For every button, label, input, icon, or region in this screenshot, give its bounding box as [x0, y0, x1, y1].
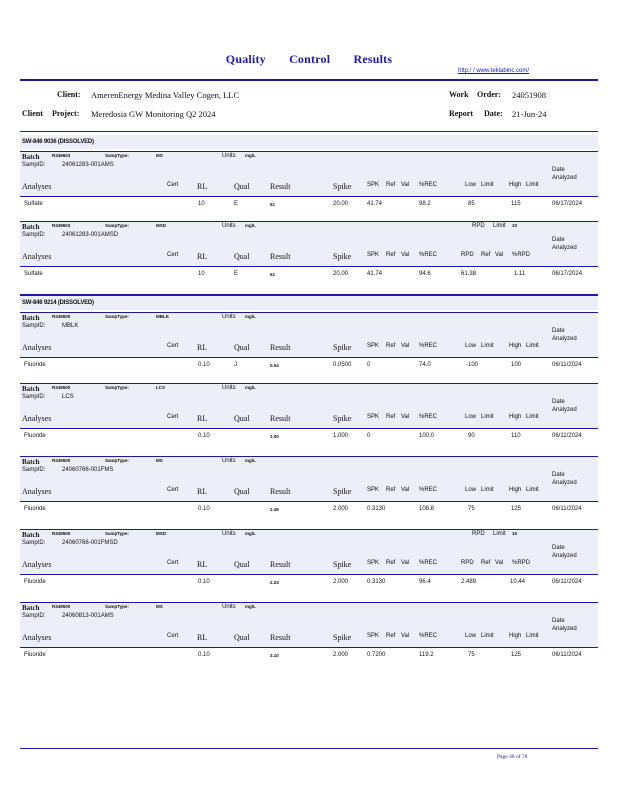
analyses-header: Analyses: [22, 182, 52, 191]
qc-batch-block: [20, 383, 598, 443]
low-limit-header: Limit: [481, 487, 494, 493]
rpd-limit-label: Limit: [493, 223, 506, 229]
analyzed-col-label: Analyzed: [552, 553, 577, 559]
date-analyzed-value: 06/11/2024: [552, 506, 582, 512]
rl-header: RL: [197, 182, 208, 191]
low-header: Low: [465, 487, 477, 493]
rpd-val-label: Val: [495, 560, 504, 566]
lab-website-link[interactable]: http:/ / www.teklabinc.com/: [458, 68, 530, 74]
date-col-label: Date: [552, 237, 565, 243]
result-value: 2.24: [270, 580, 279, 585]
spk-ref-value: 0.7200: [367, 652, 386, 658]
samptype-label: SampType:: [105, 604, 129, 609]
qc-batch-block: [20, 221, 598, 281]
ref-header: Ref: [386, 487, 396, 493]
samptype-label: SampType:: [105, 223, 129, 228]
sampid-value: 24060813-001AMS: [62, 613, 114, 619]
qual-header: Qual: [234, 252, 250, 261]
title-word-quality: Quality: [225, 52, 266, 66]
low-limit-header: Limit: [481, 182, 494, 188]
rec-value: 98.2: [419, 201, 431, 207]
order-value: 24051908: [512, 90, 546, 100]
date-col-label: Date: [552, 472, 565, 478]
ref-header: Ref: [386, 560, 396, 566]
result-header: Result: [270, 414, 291, 423]
sampid-label: SampID:: [22, 467, 46, 473]
cert-header: Cert: [167, 560, 179, 566]
date-analyzed-value: 06/17/2024: [552, 201, 583, 207]
qual-header: Qual: [234, 487, 250, 496]
spike-value: 20.00: [333, 271, 349, 277]
samptype-value: MS: [156, 604, 163, 609]
low-limit-value: 90: [468, 433, 475, 439]
ref-header: Ref: [386, 343, 396, 349]
project-label-client: Client: [22, 109, 43, 118]
sampid-value: 24060766-001FMS: [62, 467, 114, 473]
spike-header: Spike: [333, 414, 352, 423]
analyzed-col-label: Analyzed: [552, 175, 577, 181]
val-header: Val: [401, 414, 410, 420]
val-header: Val: [401, 487, 410, 493]
analyzed-col-label: Analyzed: [552, 407, 577, 413]
result-value: 3.10: [270, 653, 279, 658]
date-analyzed-value: 06/11/2024: [552, 652, 582, 658]
batch-label: Batch: [22, 604, 40, 612]
rl-header: RL: [197, 560, 208, 569]
low-limit-header: Limit: [481, 343, 494, 349]
spk-header: SPK: [367, 343, 380, 349]
qual-header: Qual: [234, 414, 250, 423]
qc-batch-block: [20, 529, 598, 589]
low-limit-value: 75: [468, 652, 475, 658]
date-analyzed-value: 06/11/2024: [552, 433, 582, 439]
client-value: AmerenEnergy Medina Valley Cogen, LLC: [91, 90, 240, 100]
units-label: Units: [222, 314, 236, 320]
sampid-value: MBLK: [62, 323, 79, 329]
rpd-label: RPD: [472, 531, 485, 537]
batch-label: Batch: [22, 458, 40, 466]
rl-header: RL: [197, 487, 208, 496]
val-header: Val: [401, 182, 410, 188]
sampid-label: SampID:: [22, 394, 46, 400]
high-limit-value: 125: [511, 506, 522, 512]
spike-header: Spike: [333, 343, 352, 352]
analyte-name: Fluoride: [24, 579, 46, 585]
date-col-label: Date: [552, 618, 565, 624]
low-limit-header: Limit: [481, 633, 494, 639]
samptype-value: MS: [156, 153, 163, 158]
spike-value: 2.000: [333, 506, 349, 512]
result-header: Result: [270, 487, 291, 496]
date-analyzed-value: 06/11/2024: [552, 579, 582, 585]
high-limit-header: Limit: [526, 633, 539, 639]
spike-value: 2.000: [333, 652, 349, 658]
order-label: Order:: [477, 90, 501, 99]
rpd-label: RPD: [472, 223, 485, 229]
spk-header: SPK: [367, 633, 380, 639]
units-value: mg/L: [245, 458, 256, 463]
rec-value: 119.2: [419, 652, 434, 658]
units-label: Units: [222, 604, 236, 610]
rl-header: RL: [197, 343, 208, 352]
ref-header: Ref: [386, 252, 396, 258]
high-header: High: [509, 633, 522, 639]
val-header: Val: [401, 633, 410, 639]
analyses-header: Analyses: [22, 343, 52, 352]
rl-value: 10: [198, 271, 205, 277]
client-label: Client:: [57, 90, 81, 99]
date-analyzed-value: 06/17/2024: [552, 271, 583, 277]
low-header: Low: [465, 182, 477, 188]
spike-header: Spike: [333, 252, 352, 261]
batch-id: R349500: [52, 531, 71, 536]
rpd-val-label: Val: [495, 252, 504, 258]
section-title: SW-846 9214 (DISSOLVED): [20, 296, 598, 310]
qual-header: Qual: [234, 343, 250, 352]
units-value: mg/L: [245, 223, 256, 228]
samptype-value: MBLK: [156, 314, 169, 319]
spk-ref-value: 0: [367, 362, 371, 368]
samptype-value: MSD: [156, 531, 166, 536]
rec-header: %REC: [419, 560, 438, 566]
analyte-name: Fluoride: [24, 433, 46, 439]
header-top-rule: [20, 79, 598, 81]
rpd-ref-header: RPD: [461, 560, 474, 566]
spike-value: 20.00: [333, 201, 349, 207]
high-limit-value: 110: [511, 433, 521, 439]
batch-id: R349603: [52, 153, 71, 158]
title-word-control: Control: [289, 52, 331, 66]
result-header: Result: [270, 560, 291, 569]
samptype-value: LCS: [156, 385, 165, 390]
batch-id: R349500: [52, 314, 71, 319]
result-value: 1.00: [270, 434, 279, 439]
rec-value: 100.0: [419, 433, 435, 439]
spike-value: 2.000: [333, 579, 349, 585]
analyses-header: Analyses: [22, 252, 52, 261]
analyte-name: Fluoride: [24, 652, 46, 658]
date-col-label: Date: [552, 328, 565, 334]
high-limit-header: Limit: [526, 487, 539, 493]
work-label: Work: [449, 90, 469, 99]
rec-header: %REC: [419, 487, 438, 493]
sampid-value: 24061283-001AMS: [62, 162, 114, 168]
rec-header: %REC: [419, 343, 438, 349]
page-number: Page 48 of 78: [497, 754, 528, 760]
rec-header: %REC: [419, 633, 438, 639]
low-header: Low: [465, 414, 477, 420]
samptype-value: MSD: [156, 223, 166, 228]
cert-header: Cert: [167, 414, 179, 420]
low-limit-header: Limit: [481, 414, 494, 420]
date-analyzed-value: 06/11/2024: [552, 362, 582, 368]
samptype-label: SampType:: [105, 385, 129, 390]
batch-label: Batch: [22, 223, 40, 231]
spike-header: Spike: [333, 633, 352, 642]
cert-header: Cert: [167, 487, 179, 493]
rec-value: 74.0: [419, 362, 431, 368]
rl-value: 0.10: [198, 362, 210, 368]
sampid-label: SampID:: [22, 232, 46, 238]
high-header: High: [509, 414, 522, 420]
result-value: 0.04: [270, 363, 279, 368]
analyzed-col-label: Analyzed: [552, 480, 577, 486]
qc-batch-block: [20, 312, 598, 372]
analyzed-col-label: Analyzed: [552, 336, 577, 342]
spk-ref-value: 0.3130: [367, 579, 386, 585]
rl-value: 0.10: [198, 579, 210, 585]
analyte-name: Sulfate: [24, 201, 43, 207]
high-limit-value: 115: [511, 201, 521, 207]
sampid-label: SampID:: [22, 162, 46, 168]
spike-header: Spike: [333, 560, 352, 569]
rec-value: 94.6: [419, 271, 431, 277]
analyses-header: Analyses: [22, 560, 52, 569]
units-label: Units: [222, 223, 236, 229]
batch-id: R349500: [52, 385, 71, 390]
cert-header: Cert: [167, 182, 179, 188]
high-header: High: [509, 182, 522, 188]
result-header: Result: [270, 343, 291, 352]
samptype-label: SampType:: [105, 458, 129, 463]
rpd-limit-value: 10: [512, 223, 518, 228]
high-header: High: [509, 487, 522, 493]
spike-value: 1.000: [333, 433, 349, 439]
rpd-pct-header: %RPD: [512, 560, 531, 566]
high-header: High: [509, 343, 522, 349]
result-header: Result: [270, 182, 291, 191]
analyzed-col-label: Analyzed: [552, 245, 577, 251]
rpd-limit-label: Limit: [493, 531, 506, 537]
rl-value: 10: [198, 201, 205, 207]
high-limit-value: 100: [511, 362, 522, 368]
analyzed-col-label: Analyzed: [552, 626, 577, 632]
qual-value: J: [234, 362, 237, 368]
qual-header: Qual: [234, 182, 250, 191]
rl-header: RL: [197, 633, 208, 642]
qual-value: E: [234, 271, 239, 277]
sampid-value: 24061283-001AMSD: [62, 232, 119, 238]
rec-header: %REC: [419, 182, 438, 188]
units-value: mg/L: [245, 314, 256, 319]
spk-ref-value: 41.74: [367, 271, 383, 277]
units-value: mg/L: [245, 604, 256, 609]
report-label: Report: [449, 109, 473, 118]
report-date-value: 21-Jun-24: [512, 109, 547, 119]
units-label: Units: [222, 153, 236, 159]
batch-id: R349603: [52, 223, 71, 228]
sampid-label: SampID:: [22, 613, 46, 619]
spike-header: Spike: [333, 487, 352, 496]
samptype-label: SampType:: [105, 314, 129, 319]
analyses-header: Analyses: [22, 633, 52, 642]
batch-id: R349500: [52, 604, 71, 609]
sampid-label: SampID:: [22, 540, 46, 546]
section-title: SW-846 9036 (DISSOLVED): [20, 135, 598, 149]
sampid-value: 24060766-001FMSD: [62, 540, 118, 546]
rpd-ref-label: Ref: [481, 560, 491, 566]
rpd-pct-value: 1.11: [514, 271, 526, 277]
analyte-name: Fluoride: [24, 362, 46, 368]
samptype-value: MS: [156, 458, 163, 463]
sampid-label: SampID:: [22, 323, 46, 329]
rl-value: 0.10: [198, 506, 210, 512]
batch-label: Batch: [22, 314, 40, 322]
qc-batch-block: [20, 456, 598, 516]
spike-header: Spike: [333, 182, 352, 191]
analyte-name: Fluoride: [24, 506, 46, 512]
rpd-ref-value: 2.489: [461, 579, 477, 585]
rpd-pct-header: %RPD: [512, 252, 531, 258]
analyte-name: Sulfate: [24, 271, 43, 277]
date-col-label: Date: [552, 545, 565, 551]
spk-header: SPK: [367, 252, 380, 258]
spk-ref-value: 0.3130: [367, 506, 386, 512]
qual-header: Qual: [234, 633, 250, 642]
date-label: Date:: [484, 109, 503, 118]
rec-value: 96.4: [419, 579, 431, 585]
project-label: Project:: [52, 109, 80, 118]
rpd-ref-label: Ref: [481, 252, 491, 258]
units-value: mg/L: [245, 153, 256, 158]
rl-value: 0.10: [198, 433, 210, 439]
units-value: mg/L: [245, 531, 256, 536]
spk-ref-value: 0: [367, 433, 371, 439]
rec-header: %REC: [419, 252, 438, 258]
result-value: 61: [270, 272, 276, 277]
val-header: Val: [401, 560, 410, 566]
low-limit-value: 85: [468, 201, 475, 207]
result-value: 61: [270, 202, 276, 207]
cert-header: Cert: [167, 252, 179, 258]
qc-batch-block: [20, 151, 598, 211]
rpd-pct-value: 10.44: [510, 579, 526, 585]
rec-value: 108.8: [419, 506, 435, 512]
result-header: Result: [270, 252, 291, 261]
batch-label: Batch: [22, 531, 40, 539]
batch-label: Batch: [22, 153, 40, 161]
date-col-label: Date: [552, 167, 565, 173]
title-word-results: Results: [353, 52, 393, 66]
qc-batch-block: [20, 602, 598, 662]
units-label: Units: [222, 531, 236, 537]
high-limit-header: Limit: [526, 343, 539, 349]
low-limit-value: 75: [468, 506, 475, 512]
ref-header: Ref: [386, 633, 396, 639]
rec-header: %REC: [419, 414, 438, 420]
val-header: Val: [401, 252, 410, 258]
low-limit-value: -100: [466, 362, 479, 368]
header-bottom-rule: [20, 131, 598, 132]
qual-header: Qual: [234, 560, 250, 569]
high-limit-value: 125: [511, 652, 522, 658]
units-label: Units: [222, 458, 236, 464]
spk-header: SPK: [367, 414, 380, 420]
spk-header: SPK: [367, 560, 380, 566]
analyses-header: Analyses: [22, 414, 52, 423]
rpd-limit-value: 15: [512, 531, 518, 536]
batch-id: R349500: [52, 458, 71, 463]
cert-header: Cert: [167, 633, 179, 639]
ref-header: Ref: [386, 414, 396, 420]
result-header: Result: [270, 633, 291, 642]
units-value: mg/L: [245, 385, 256, 390]
ref-header: Ref: [386, 182, 396, 188]
rpd-ref-value: 61.38: [461, 271, 477, 277]
project-value: Meredosia GW Monitoring Q2 2024: [91, 109, 216, 119]
low-header: Low: [465, 343, 477, 349]
batch-label: Batch: [22, 385, 40, 393]
report-title: [0, 52, 618, 67]
sampid-value: LCS: [62, 394, 74, 400]
high-limit-header: Limit: [526, 414, 539, 420]
units-label: Units: [222, 385, 236, 391]
spk-header: SPK: [367, 487, 380, 493]
date-col-label: Date: [552, 399, 565, 405]
samptype-label: SampType:: [105, 153, 129, 158]
val-header: Val: [401, 343, 410, 349]
rl-value: 0.10: [198, 652, 210, 658]
spk-ref-value: 41.74: [367, 201, 383, 207]
spike-value: 0.0500: [333, 362, 352, 368]
spk-header: SPK: [367, 182, 380, 188]
footer-rule: [20, 748, 598, 749]
low-header: Low: [465, 633, 477, 639]
rpd-ref-header: RPD: [461, 252, 474, 258]
high-limit-header: Limit: [526, 182, 539, 188]
qual-value: E: [234, 201, 239, 207]
result-value: 2.49: [270, 507, 279, 512]
cert-header: Cert: [167, 343, 179, 349]
rl-header: RL: [197, 414, 208, 423]
samptype-label: SampType:: [105, 531, 129, 536]
analyses-header: Analyses: [22, 487, 52, 496]
rl-header: RL: [197, 252, 208, 261]
